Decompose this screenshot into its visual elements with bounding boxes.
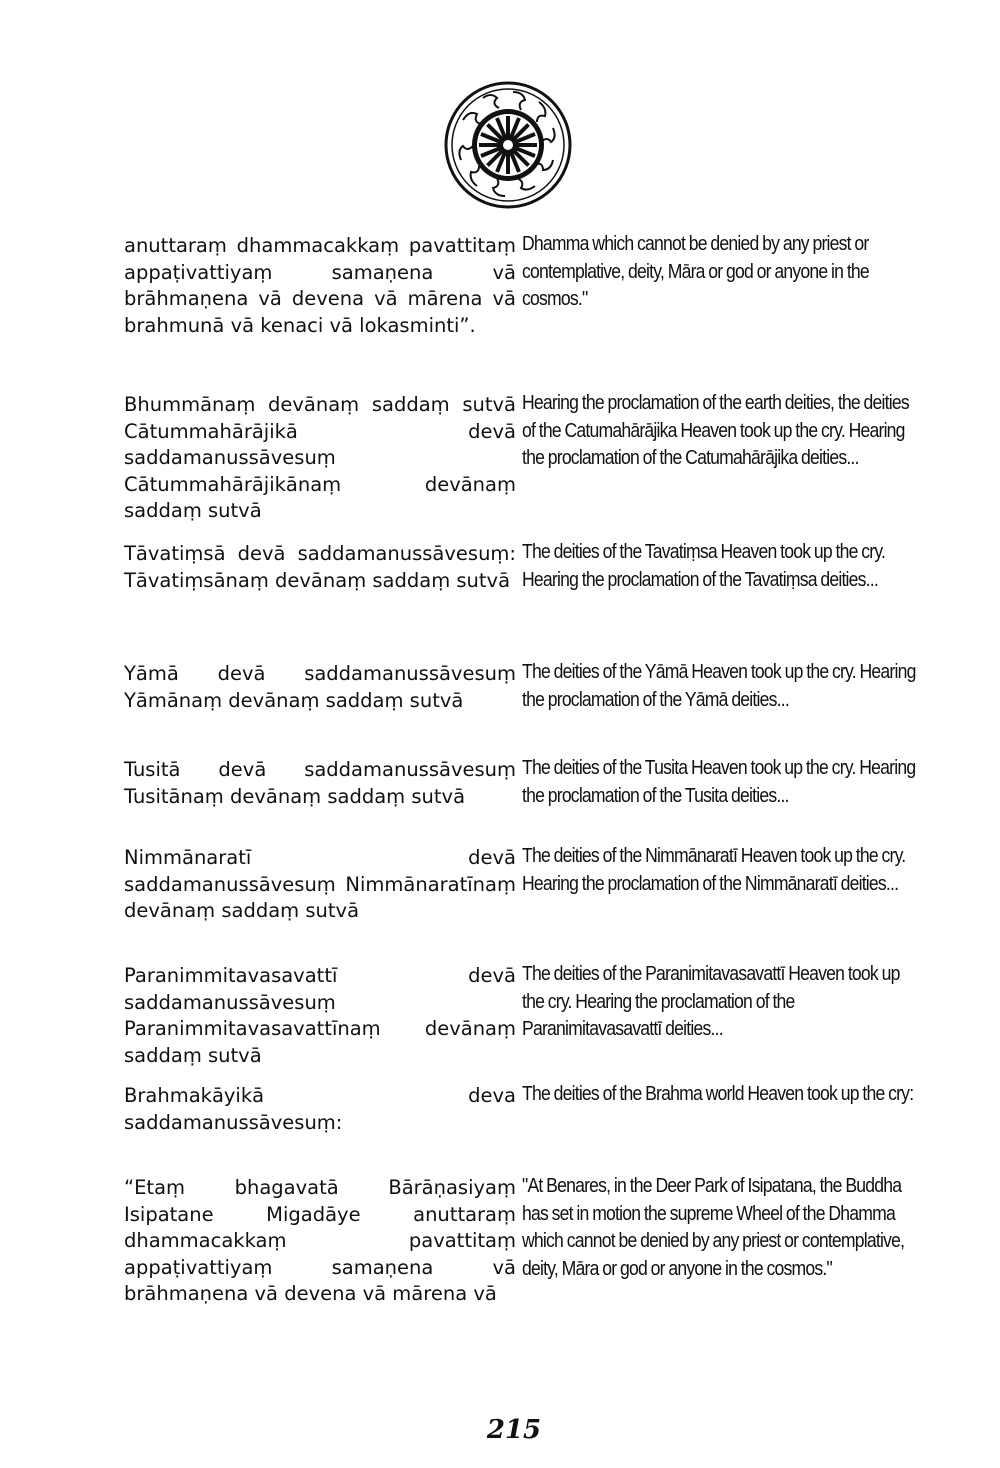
pali-text: Nimmānaratī devā saddamanussāvesuṃ Nimmānaratīnaṃ devānaṃ saddaṃ sutvā [124, 846, 516, 922]
pali-text: Brahmakāyikā deva saddamanussāvesuṃ: [124, 1084, 516, 1134]
dhamma-wheel-icon [443, 80, 573, 210]
english-translation: The deities of the Paranimitavasavattī Heaven took up the cry. Hearing the proclamation of the Paranimitavasavattī deities... [522, 963, 900, 1040]
english-translation: The deities of the Nimmānaratī Heaven took up the cry. Hearing the proclamation of the Nimmānaratī deities... [522, 845, 906, 895]
pali-text: Tusitā devā saddamanussāvesuṃ Tusitānaṃ devānaṃ saddaṃ sutvā [124, 758, 516, 808]
page-number: 215 [486, 1415, 542, 1445]
english-translation: The deities of the Yāmā Heaven took up the cry. Hearing the proclamation of the Yāmā deities... [522, 661, 916, 711]
english-translation: The deities of the Brahma world Heaven took up the cry: [522, 1083, 914, 1105]
pali-text: anuttaraṃ dhammacakkaṃ pavattitaṃ appaṭivattiyaṃ samaṇena vā brāhmaṇena vā devena vā mārena vā brahmunā vā kenaci vā lokasminti”. [124, 234, 516, 337]
english-translation: "At Benares, in the Deer Park of Isipatana, the Buddha has set in motion the supreme Wheel of the Dhamma which cannot be denied by any priest or contemplative, deity, Māra or god or anyone in the cosmos." [522, 1175, 905, 1280]
english-translation: Hearing the proclamation of the earth deities, the deities of the Catumahārājika Heaven took up the cry. Hearing the proclamation of the Catumahārājika deities... [522, 392, 909, 469]
pali-text: Bhummānaṃ devānaṃ saddaṃ sutvā Cātummahārājikā devā saddamanussāvesuṃ Cātummahārājikānaṃ devānaṃ saddaṃ sutvā [124, 393, 516, 522]
english-translation: The deities of the Tavatiṃsa Heaven took up the cry. Hearing the proclamation of the Tavatiṃsa deities... [522, 541, 886, 591]
pali-text: “Etaṃ bhagavatā Bārāṇasiyaṃ Isipatane Migadāye anuttaraṃ dhammacakkaṃ pavattitaṃ appaṭivattiyaṃ samaṇena vā brāhmaṇena vā devena vā mārena vā [124, 1176, 516, 1305]
english-translation: Dhamma which cannot be denied by any priest or contemplative, deity, Māra or god or anyone in the cosmos." [522, 233, 869, 310]
pali-text: Tāvatiṃsā devā saddamanussāvesuṃ: Tāvatiṃsānaṃ devānaṃ saddaṃ sutvā [124, 542, 516, 592]
pali-text: Paranimmitavasavattī devā saddamanussāvesuṃ Paranimmitavasavattīnaṃ devānaṃ saddaṃ sutvā [124, 964, 516, 1067]
pali-text: Yāmā devā saddamanussāvesuṃ Yāmānaṃ devānaṃ saddaṃ sutvā [124, 662, 516, 712]
english-translation: The deities of the Tusita Heaven took up the cry. Hearing the proclamation of the Tusita deities... [522, 757, 916, 807]
